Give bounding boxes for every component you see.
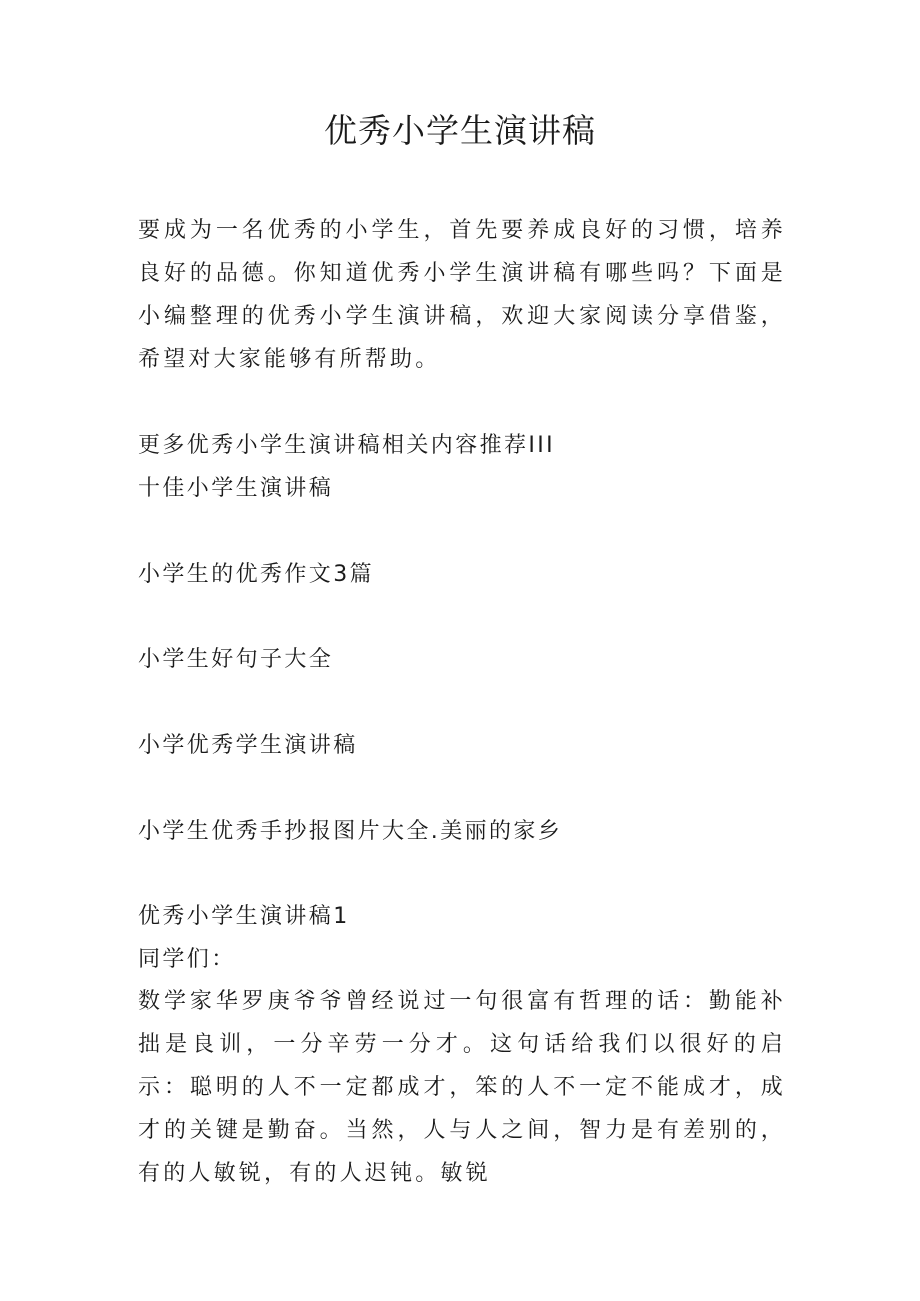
speech-body-paragraph: 数学家华罗庚爷爷曾经说过一句很富有哲理的话：勤能补拙是良训，一分辛劳一分才。这句话给我们以很好的启示：聪明的人不一定都成才，笨的人不一定不能成才，成才的关键是勤奋。当然，人与人之间，智力是有差别的，有的人敏锐，有的人迟钝。敏锐 — [138, 989, 786, 1186]
speech-heading: 优秀小学生演讲稿1 — [138, 904, 350, 929]
related-item-link[interactable]: 小学生优秀手抄报图片大全.美丽的家乡 — [138, 819, 563, 844]
related-item-link[interactable]: 小学优秀学生演讲稿 — [138, 733, 358, 758]
related-item-link[interactable]: 小学生好句子大全 — [138, 647, 334, 672]
related-item-link[interactable]: 十佳小学生演讲稿 — [138, 476, 334, 501]
speech-greeting: 同学们： — [138, 947, 236, 972]
intro-paragraph: 要成为一名优秀的小学生，首先要养成良好的习惯，培养良好的品德。你知道优秀小学生演讲稿有哪些吗？下面是小编整理的优秀小学生演讲稿，欢迎大家阅读分享借鉴，希望对大家能够有所帮助。 — [138, 218, 786, 372]
document-title: 优秀小学生演讲稿 — [324, 111, 596, 150]
related-content-heading: 更多优秀小学生演讲稿相关内容推荐III — [138, 433, 556, 458]
related-item-link[interactable]: 小学生的优秀作文3篇 — [138, 562, 374, 587]
